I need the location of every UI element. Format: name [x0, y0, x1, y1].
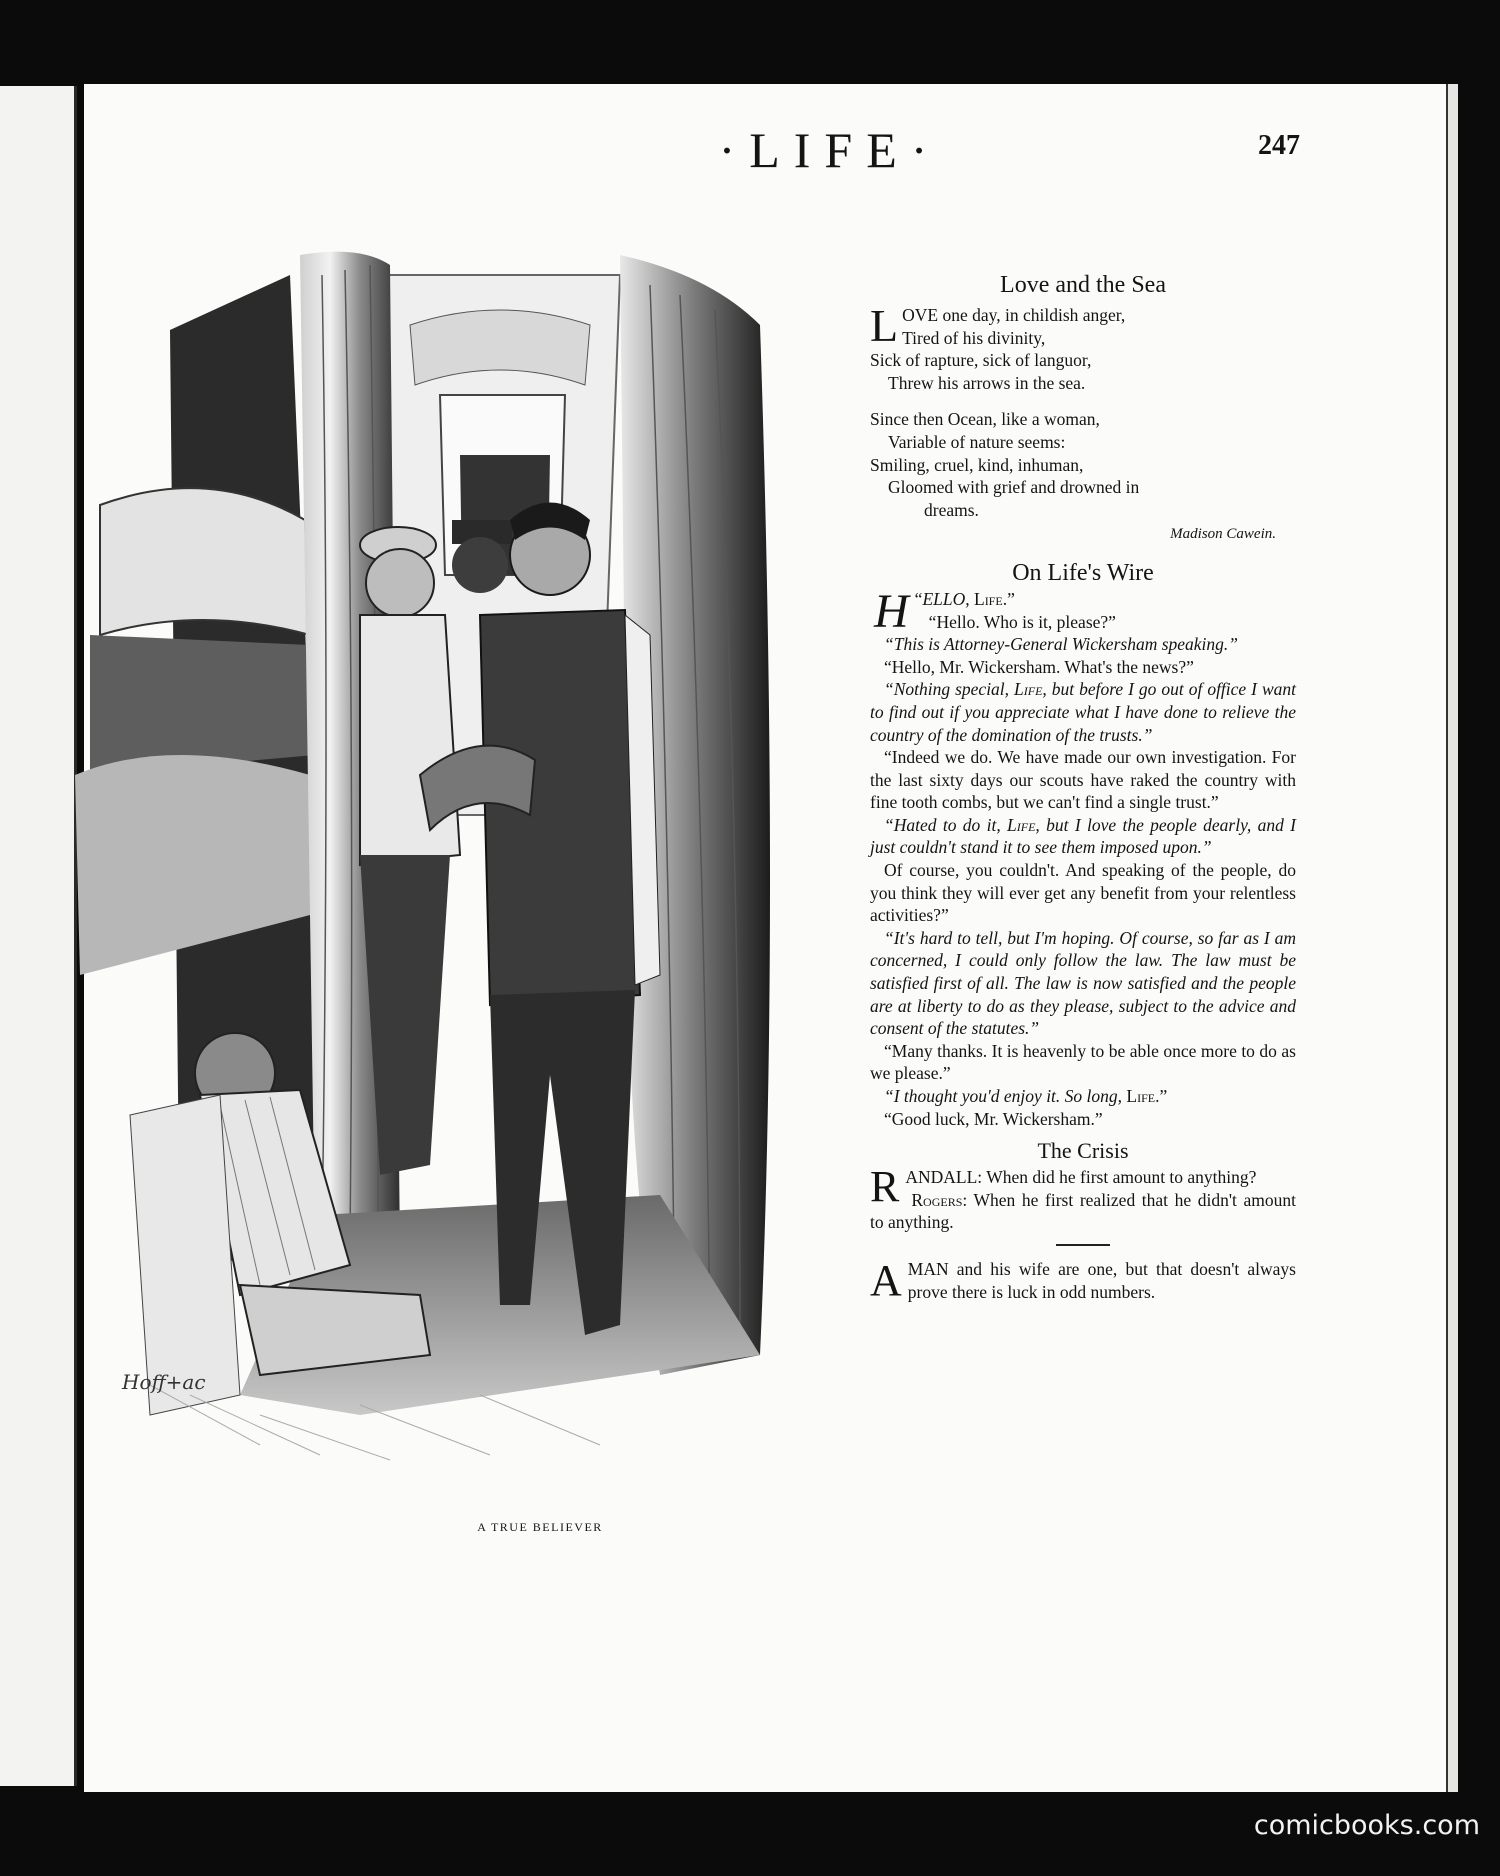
paragraph: Of course, you couldn't. And speaking of the people, do you think they will ever get any benefit from your relentless activities?” [870, 860, 1296, 926]
poem-stanza-2 [870, 408, 1296, 521]
paragraph: “It's hard to tell, but I'm hoping. Of course, so far as I am concerned, I could only follow the law. The law must be satisfied first of all. The law is now satisfied and the people are at liberty to do as they please, subject to the advice and consent of the statutes.” [870, 927, 1296, 1039]
poem-author: Madison Cawein. [1170, 526, 1276, 543]
illustration-caption: A TRUE BELIEVER [477, 1520, 603, 1534]
text-part: , but I love the people dearly, and I just couldn't stand it to see them imposed upon.” [870, 814, 1296, 858]
drop-cap: R [870, 1162, 900, 1212]
opening-text: ELLO, [922, 588, 974, 609]
text-part: “I thought you'd enjoy it. So long, [884, 1086, 1127, 1106]
poem-title: Love and the Sea [1000, 272, 1166, 298]
paragraph: “Many thanks. It is heavenly to be able once more to do as we please.” [870, 1040, 1296, 1084]
poem-line: Variable of nature seems: [888, 431, 1066, 452]
text-part: “Nothing special, [884, 679, 1015, 700]
life-name: Life [1126, 1086, 1156, 1106]
speaker-name: Rogers [911, 1189, 963, 1210]
poem-line: OVE one day, in childish anger, [902, 305, 1126, 325]
poem-line: dreams. [924, 499, 979, 520]
illustration-drawing [60, 215, 920, 1475]
crisis-line-2: : When he first realized that he didn't amount to anything. [870, 1189, 1296, 1233]
life-name: Life [974, 588, 1003, 609]
poem-line: Sick of rapture, sick of languor, [870, 350, 1092, 371]
poem-line: Since then Ocean, like a woman, [870, 409, 1100, 430]
poem-line: Threw his arrows in the sea. [888, 372, 1086, 393]
article-opening [870, 584, 1296, 638]
crisis-dialogue [870, 1162, 1296, 1234]
text-column [870, 180, 1296, 1303]
life-name: Life [1014, 679, 1043, 700]
drop-cap: H [874, 584, 909, 638]
paragraph: “Indeed we do. We have made our own investigation. For the last sixty days our scouts have raked the country with fine tooth combs, but we can't find a single trust.” [870, 747, 1296, 813]
poem-line: Gloomed with grief and drowned in [888, 477, 1140, 498]
open-quote: “ [914, 588, 923, 609]
paragraph: “Hello, Mr. Wickersham. What's the news?” [884, 656, 1194, 677]
article-title: On Life's Wire [1012, 559, 1154, 586]
paragraph: “Hello. Who is it, please?” [928, 611, 1116, 632]
epigram-text: MAN and his wife are one, but that doesn't always prove there is luck in odd numbers. [907, 1258, 1296, 1302]
poem-stanza-1 [870, 300, 1296, 394]
paragraph: “This is Attorney-General Wickersham speaking.” [884, 634, 1239, 655]
paragraph: “Good luck, Mr. Wickersham.” [884, 1108, 1103, 1129]
masthead: ·LIFE· [718, 122, 942, 178]
page-edge [1446, 84, 1458, 1792]
life-name: Life [1007, 814, 1036, 835]
illustration-a-true-believer [60, 215, 920, 1475]
paragraph [870, 814, 1296, 859]
opening-end: .” [1002, 588, 1015, 609]
poem-line: Smiling, cruel, kind, inhuman, [870, 454, 1084, 475]
poem-line: Tired of his divinity, [902, 327, 1046, 348]
artist-signature: Hoff+ac [122, 1370, 206, 1394]
drop-cap: A [870, 1255, 902, 1305]
crisis-line-1: ANDALL: When did he first amount to anything? [905, 1167, 1257, 1188]
drop-cap: L [870, 300, 899, 351]
epigram [870, 1255, 1296, 1305]
page-number: 247 [1258, 130, 1300, 161]
paragraph [870, 678, 1296, 746]
text-part: .” [1155, 1086, 1168, 1106]
text-part: “Hated to do it, [884, 814, 1008, 835]
watermark: comicbooks.com [1253, 1810, 1480, 1841]
section-title: The Crisis [1037, 1138, 1129, 1164]
paragraph [870, 1085, 1296, 1108]
text-part: , but before I go out of office I want to find out if you appreciate what I have done to relieve the country of the domination of the trusts.” [870, 679, 1296, 745]
divider [1056, 1244, 1110, 1246]
article-body [870, 584, 1296, 1130]
